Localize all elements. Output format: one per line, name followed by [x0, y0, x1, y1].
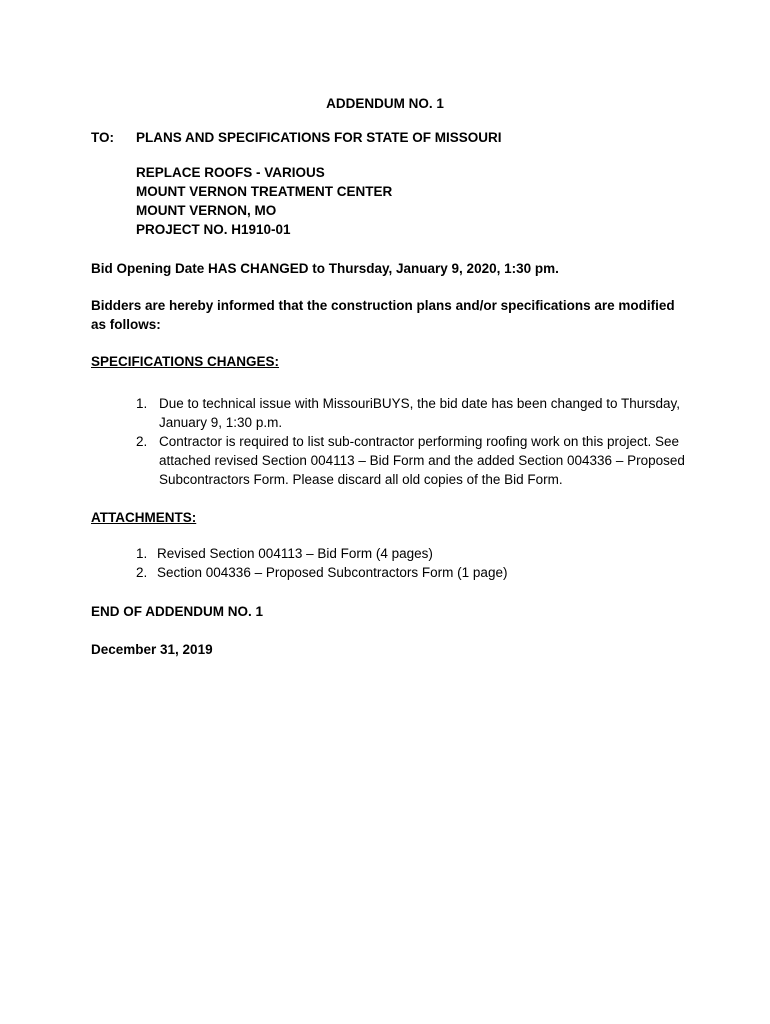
list-text: Due to technical issue with MissouriBUYS, the bid date has been changed to Thursday, January 9, 1:30 p.m.: [159, 396, 681, 430]
list-item: [136, 394, 696, 432]
list-item: [136, 432, 696, 489]
project-line-2: MOUNT VERNON TREATMENT CENTER: [136, 184, 393, 199]
attachments-heading: ATTACHMENTS:: [91, 510, 197, 525]
list-number: 2.: [136, 565, 148, 580]
project-info: [136, 163, 392, 239]
list-number: 1.: [136, 396, 148, 411]
list-number: 2.: [136, 434, 148, 449]
attachments-list: [136, 544, 696, 582]
specifications-heading: SPECIFICATIONS CHANGES:: [91, 354, 280, 369]
bid-opening-notice: Bid Opening Date HAS CHANGED to Thursday, January 9, 2020, 1:30 pm.: [91, 261, 559, 276]
specifications-list: [136, 394, 696, 489]
end-of-addendum: END OF ADDENDUM NO. 1: [91, 604, 264, 619]
to-label: TO:: [91, 130, 114, 145]
project-number: PROJECT NO. H1910-01: [136, 222, 291, 237]
list-text: Section 004336 – Proposed Subcontractors Form (1 page): [157, 565, 508, 580]
list-item: [136, 544, 696, 563]
project-line-3: MOUNT VERNON, MO: [136, 203, 277, 218]
document-title: ADDENDUM NO. 1: [326, 96, 444, 111]
bidders-notice: Bidders are hereby informed that the construction plans and/or specifications are modified as follows:: [91, 298, 675, 332]
project-line-1: REPLACE ROOFS - VARIOUS: [136, 165, 325, 180]
list-item: [136, 563, 696, 582]
list-number: 1.: [136, 546, 148, 561]
document-date: December 31, 2019: [91, 642, 213, 657]
to-value: PLANS AND SPECIFICATIONS FOR STATE OF MISSOURI: [136, 130, 502, 145]
list-text: Revised Section 004113 – Bid Form (4 pages): [157, 546, 433, 561]
list-text: Contractor is required to list sub-contractor performing roofing work on this project. See attached revised Section 004113 – Bid Form and the added Section 004336 – Proposed Subcontractors Form. Please discard all old copies of the Bid Form.: [159, 434, 685, 487]
